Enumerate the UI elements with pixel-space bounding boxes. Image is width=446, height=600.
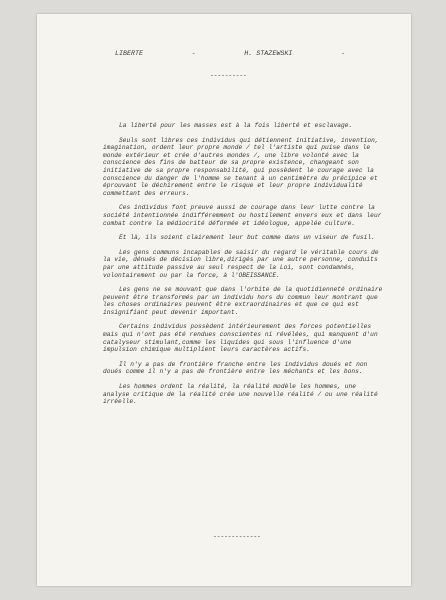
paragraph: Il n'y a pas de frontière franche entre les individus doués et non doués comme il n'y a pas de frontière entre les méchants et les bons.: [103, 360, 368, 376]
page-header: [115, 50, 345, 58]
header-rule: ----------: [210, 72, 247, 79]
header-separator: -: [191, 50, 196, 57]
author-text: H. STAZEWSKI: [244, 50, 293, 57]
paragraph: Certains individus possèdent intérieurement des forces potentielles mais qui n'ont pas été rendues conscientes ni révélées, qui manquent d'un catalyseur stimulant,comme les liquides qui sous l'influence d'une impulsion chimique multiplient leurs caractères actifs.: [103, 323, 378, 354]
paragraph: La liberté pour les masses est à la fois liberté et esclavage.: [119, 122, 353, 129]
paragraph: Les gens communs incapables de saisir du regard le véritable cours de la vie, dénués de décision libre,dirigés par une autre personne, conduits par une attitude passive au seul respect de la Loi, sont condamnés, volontairement ou par la force, à l'OBEISSANCE.: [103, 248, 379, 279]
body-text: [103, 122, 383, 413]
paragraph: Les hommes ordent la réalité, la réalité modèle les hommes, une analyse critique de la réalité crée une nouvelle réalité / ou une réalité irréelle.: [103, 383, 378, 406]
paragraph: Et là, ils soient clairement leur but comme dans un viseur de fusil.: [119, 234, 375, 242]
footer-rule: -------------: [213, 533, 261, 540]
paragraph: Ces individus font preuve aussi de courage dans leur lutte contre la société intentionnée indifféremment ou hostilement envers eux et dans leur combat contre la médiocrité déformée et idéologue, appelée culture.: [103, 204, 382, 227]
header-separator: -: [340, 50, 345, 57]
typed-page: [37, 14, 411, 586]
paragraph: Seuls sont libres ces individus qui détiennent initiative, invention, imagination, ordent leur propre monde / tel l'artiste qui puise dans le monde extérieur et crée d'autres mondes /, une libre volonté avec la conscience des fins de batteur de sa propre existence, changeant son initiative de sa propre responsabilité, qui possèdent le courage avec la conscience du danger de l'homme se tenant à un centimètre du précipice et éprouvant le déchirement entre le risque et leur propre individualité commettant des erreurs.: [103, 136, 379, 197]
paragraph: Les gens ne se mouvant que dans l'orbite de la quotidienneté ordinaire peuvent être transformés par un individu hors du commun leur montrant que les choses ordinaires peuvent être extraordinaires et que ce qui est insignifiant peut devenir important.: [103, 286, 383, 316]
title-text: LIBERTE: [115, 50, 144, 57]
